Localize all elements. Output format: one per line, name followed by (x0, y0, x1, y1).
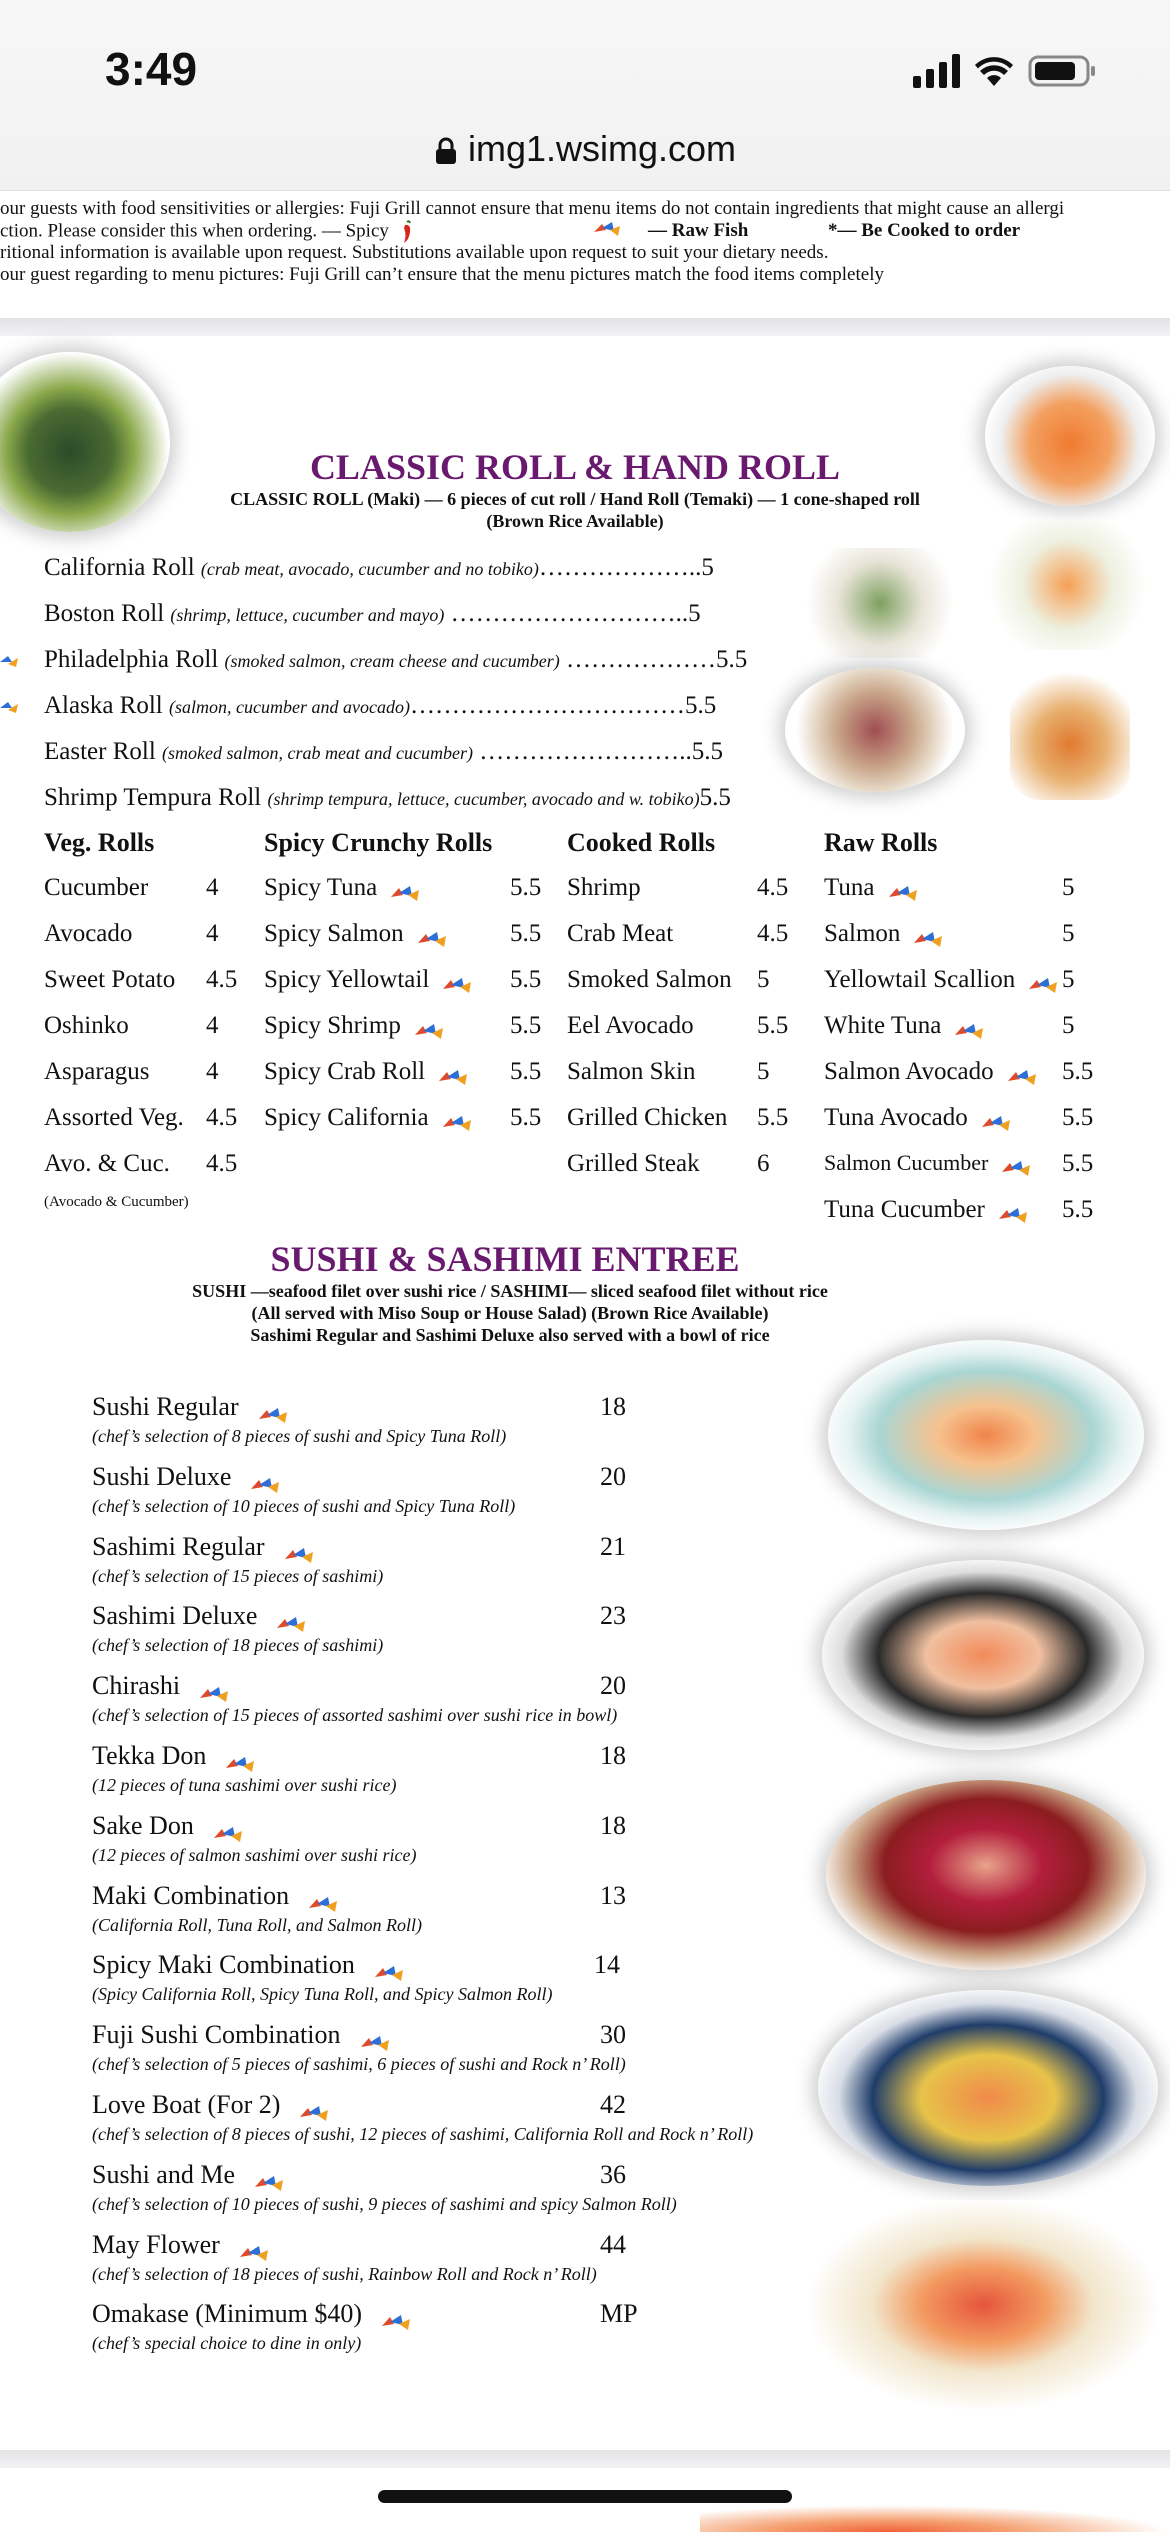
spicy-roll-price: 5.5 (510, 966, 542, 993)
roll-description: (shrimp, lettuce, cucumber and mayo) (170, 605, 445, 625)
roll-name-text: Grilled Steak (567, 1150, 700, 1177)
roll-price: 5.5 (699, 784, 731, 811)
entree-name (92, 1532, 315, 1562)
browser-header (0, 0, 1170, 191)
spicy-roll-price: 5.5 (510, 874, 542, 901)
roll-name-text: Shrimp (567, 874, 641, 901)
classic-roll-item (44, 600, 701, 628)
entree-name (92, 1741, 256, 1771)
roll-description: (smoked salmon, crab meat and cucumber) (162, 743, 473, 763)
entree-price: 21 (600, 1531, 626, 1561)
entree-price: 42 (600, 2090, 626, 2119)
raw-fish-icon (953, 1019, 985, 1035)
raw-fish-icon (253, 2169, 285, 2185)
entree-name-text: Sushi Regular (92, 1392, 239, 1421)
veg-roll-name (44, 1058, 150, 1086)
cooked-roll-name (567, 920, 673, 948)
entree-description: (12 pieces of salmon sashimi over sushi rice) (92, 1844, 417, 1865)
raw-roll-name (824, 1150, 1032, 1176)
roll-description: (shrimp tempura, lettuce, cucumber, avocado and w. tobiko) (267, 789, 700, 809)
entree-price: 13 (600, 1880, 626, 1910)
entree-name (92, 1601, 307, 1631)
roll-name-text: Sweet Potato (44, 966, 176, 993)
cooked-roll-name (567, 1012, 694, 1040)
raw-fish-icon (413, 1019, 445, 1035)
california-roll-photo (975, 520, 1160, 650)
raw-fish-icon (275, 1610, 307, 1626)
cooked-roll-name (567, 1058, 696, 1086)
roll-name-text: Grilled Chicken (567, 1104, 728, 1131)
entree-name (92, 2160, 285, 2190)
roll-name-text: White Tuna (824, 1012, 942, 1039)
raw-fish-icon (416, 927, 448, 943)
subtitle-line: (Brown Rice Available) (486, 511, 664, 531)
veg-roll-name (44, 920, 132, 948)
raw-fish-icon (212, 1820, 244, 1836)
spicy-roll-name (264, 966, 473, 994)
raw-roll-price: 5.5 (1062, 1150, 1094, 1177)
roll-description: (salmon, cucumber and avocado) (169, 697, 410, 717)
roll-name-text: Avo. & Cuc. (44, 1150, 170, 1177)
sushi-platter-photo (828, 1340, 1144, 1530)
battery-icon (1028, 54, 1098, 88)
entree-price: 36 (600, 2159, 626, 2189)
roll-price: 5.5 (691, 738, 723, 765)
cooked-roll-price: 5 (757, 966, 770, 993)
roll-name-text: Salmon Skin (567, 1058, 696, 1085)
classic-roll-item (44, 692, 716, 720)
roll-name-text: Spicy Crab Roll (264, 1058, 426, 1085)
roll-name-text: Tuna Cucumber (824, 1196, 985, 1223)
raw-roll-price: 5.5 (1062, 1196, 1094, 1223)
raw-roll-price: 5 (1062, 1012, 1075, 1039)
veg-roll-price: 4 (206, 1012, 219, 1039)
roll-name-text: Spicy Shrimp (264, 1012, 401, 1039)
cooked-roll-price: 4.5 (757, 920, 789, 947)
roll-name-text: Cucumber (44, 874, 149, 901)
entree-name-text: Omakase (Minimum $40) (92, 2299, 363, 2329)
spicy-roll-price: 5.5 (510, 920, 542, 947)
raw-roll-name (824, 966, 1059, 994)
spicy-roll-name (264, 920, 448, 948)
entree-name-text: May Flower (92, 2229, 220, 2259)
entree-description: (California Roll, Tuna Roll, and Salmon Roll) (92, 1914, 423, 1935)
raw-roll-name (824, 874, 919, 902)
entree-name-text: Love Boat (For 2) (92, 2090, 281, 2119)
raw-fish-marker-icon (0, 700, 20, 714)
entree-price: MP (600, 2299, 638, 2329)
cooked-roll-name (567, 874, 641, 902)
raw-fish-icon (249, 1471, 281, 1487)
roll-name-text: Avocado (44, 920, 133, 947)
tekka-don-photo (826, 1780, 1146, 1970)
home-indicator[interactable] (378, 2490, 792, 2503)
entree-price: 18 (600, 1810, 626, 1840)
entree-name-text: Sushi and Me (92, 2159, 235, 2189)
entree-name (92, 1671, 230, 1701)
leader-dots: ……………… (559, 646, 717, 673)
roll-name: Alaska Roll (44, 692, 163, 719)
raw-fish-icon (389, 881, 421, 897)
entree-price: 23 (600, 1601, 626, 1631)
entree-description: (12 pieces of tuna sashimi over sushi rice) (92, 1775, 397, 1795)
notice-cooked-text: *— Be Cooked to order (828, 220, 1021, 241)
classic-roll-subtitle (140, 488, 1010, 532)
entree-description: (chef’s selection of 8 pieces of sushi and Spicy Tuna Roll) (92, 1426, 507, 1446)
notice-line (0, 220, 1170, 242)
roll-name: Shrimp Tempura Roll (44, 784, 262, 811)
roll-name-text: Crab Meat (567, 920, 674, 947)
entree-description: (chef’s selection of 18 pieces of sushi, Rainbow Roll and Rock n’ Roll) (92, 2263, 597, 2284)
roll-description: (crab meat, avocado, cucumber and no tobiko) (200, 559, 539, 579)
entree-price: 14 (594, 1950, 620, 1980)
classic-roll-title: CLASSIC ROLL & HAND ROLL (309, 447, 841, 487)
raw-rolls-header: Raw Rolls (824, 828, 938, 857)
veg-roll-name (44, 1012, 129, 1040)
roll-name-text: Salmon Cucumber (824, 1150, 989, 1175)
shrimp-tempura-photo (1010, 660, 1130, 800)
raw-fish-icon (373, 1959, 405, 1975)
classic-roll-item (44, 738, 723, 766)
entree-price: 20 (600, 1671, 626, 1701)
roll-name: California Roll (44, 554, 195, 581)
raw-fish-icon (307, 1890, 339, 1906)
spicy-roll-name (264, 874, 421, 902)
lock-icon (434, 136, 458, 166)
veg-roll-price: 4 (206, 1058, 219, 1085)
subtitle-line: CLASSIC ROLL (Maki) — 6 pieces of cut roll / Hand Roll (Temaki) — 1 cone-shaped roll (230, 489, 920, 509)
spicy-roll-price: 5.5 (510, 1058, 542, 1085)
classic-roll-item (44, 554, 714, 582)
roll-name: Philadelphia Roll (44, 646, 219, 673)
entree-name-text: Maki Combination (92, 1880, 290, 1910)
veg-roll-price: 4 (206, 874, 219, 901)
raw-fish-icon (359, 2029, 391, 2045)
roll-name-text: Asparagus (44, 1058, 150, 1085)
raw-fish-icon (441, 973, 473, 989)
entree-name-text: Spicy Maki Combination (92, 1950, 355, 1980)
cooked-roll-price: 5 (757, 1058, 770, 1085)
veg-rolls-note: (Avocado & Cucumber) (44, 1194, 189, 1210)
cooked-roll-price: 4.5 (757, 874, 789, 901)
entree-name (92, 1392, 289, 1422)
entree-name-text: Fuji Sushi Combination (92, 2020, 341, 2050)
veg-roll-name (44, 1150, 170, 1178)
raw-roll-price: 5 (1062, 920, 1075, 947)
entree-price: 20 (600, 1461, 626, 1491)
raw-fish-icon (283, 1541, 315, 1557)
raw-roll-price: 5 (1062, 874, 1075, 901)
wifi-icon (974, 56, 1014, 88)
entree-description: (Spicy California Roll, Spicy Tuna Roll, and Spicy Salmon Roll) (92, 1984, 553, 2005)
entree-name (92, 1811, 244, 1841)
spicy-roll-name (264, 1012, 445, 1040)
love-boat-photo (818, 1990, 1158, 2186)
entree-name-text: Tekka Don (92, 1741, 207, 1770)
subtitle-line: (All served with Miso Soup or House Salad) (Brown Rice Available) (251, 1303, 769, 1323)
entree-description: (chef’s selection of 15 pieces of assorted sashimi over sushi rice in bowl) (92, 1705, 618, 1726)
raw-fish-icon (380, 2308, 412, 2324)
roll-name-text: Tuna (824, 874, 875, 901)
entree-name (92, 2230, 270, 2260)
raw-fish-marker-icon (0, 654, 20, 668)
entree-name (92, 2299, 412, 2329)
notice-spicy-text: ction. Please consider this when ordering. — Spicy (0, 220, 389, 242)
raw-fish-icon (257, 1401, 289, 1417)
roll-name-text: Eel Avocado (567, 1012, 694, 1039)
roll-name-text: Smoked Salmon (567, 966, 732, 993)
veg-roll-price: 4.5 (206, 1104, 238, 1131)
signal-icon (913, 52, 960, 88)
raw-fish-icon (592, 222, 622, 238)
roll-plate-photo (785, 668, 965, 792)
veg-roll-price: 4.5 (206, 1150, 238, 1177)
notice-line: our guests with food sensitivities or allergies: Fuji Grill cannot ensure that menu items do not contain ingredients that might cause an allergi (0, 198, 1065, 219)
raw-fish-icon (441, 1111, 473, 1127)
raw-fish-icon (887, 881, 919, 897)
entree-price: 18 (600, 1741, 626, 1770)
raw-roll-name (824, 1012, 985, 1040)
raw-fish-icon (980, 1111, 1012, 1127)
sashimi-deluxe-photo (822, 1560, 1144, 1750)
spicy-roll-price: 5.5 (510, 1012, 542, 1039)
address-bar[interactable] (0, 128, 1170, 170)
sushi-sashimi-title: SUSHI & SASHIMI ENTREE (270, 1239, 740, 1279)
entree-name-text: Sushi Deluxe (92, 1461, 232, 1491)
roll-name: Boston Roll (44, 600, 165, 627)
roll-name-text: Yellowtail Scallion (824, 966, 1016, 993)
spicy-roll-name (264, 1058, 469, 1086)
roll-name-text: Spicy California (264, 1104, 429, 1131)
raw-roll-name (824, 1196, 1029, 1224)
rainbow-roll-photo (985, 366, 1155, 506)
entree-description: (chef’s selection of 8 pieces of sushi, 12 pieces of sashimi, California Roll and Rock n’ Roll) (92, 2124, 754, 2144)
entree-name (92, 1881, 339, 1911)
roll-name: Easter Roll (44, 738, 156, 765)
spicy-roll-name (264, 1104, 473, 1132)
entree-price: 44 (600, 2229, 626, 2259)
raw-roll-price: 5.5 (1062, 1104, 1094, 1131)
veg-roll-name (44, 1104, 184, 1132)
raw-roll-price: 5 (1062, 966, 1075, 993)
roll-name-text: Tuna Avocado (824, 1104, 968, 1131)
veg-roll-price: 4.5 (206, 966, 238, 993)
raw-fish-icon (912, 927, 944, 943)
status-icons (913, 52, 1098, 88)
sushi-sashimi-subtitle (60, 1280, 960, 1346)
raw-fish-icon (997, 1203, 1029, 1219)
maki-roll-photo (790, 548, 970, 658)
cooked-rolls-header: Cooked Rolls (567, 828, 716, 857)
entree-name (92, 1950, 405, 1980)
raw-fish-icon (198, 1680, 230, 1696)
entree-name (92, 2090, 330, 2120)
roll-name-text: Assorted Veg. (44, 1104, 184, 1131)
cooked-roll-name (567, 1150, 700, 1178)
notice-line: our guest regarding to menu pictures: Fuji Grill can’t ensure that the menu pictures match the food items completely (0, 264, 884, 285)
roll-price: 5 (688, 600, 701, 627)
roll-price: 5.5 (716, 646, 748, 673)
raw-roll-name (824, 1104, 1012, 1132)
subtitle-line: Sashimi Regular and Sashimi Deluxe also served with a bowl of rice (250, 1325, 770, 1345)
classic-roll-item (44, 646, 747, 674)
leader-dots: ……………………….. (444, 600, 689, 627)
raw-roll-price: 5.5 (1062, 1058, 1094, 1085)
nigiri-assortment-photo (808, 2200, 1158, 2410)
subtitle-line: SUSHI —seafood filet over sushi rice / SASHIMI— sliced seafood filet without rice (192, 1281, 828, 1301)
cooked-roll-price: 5.5 (757, 1012, 789, 1039)
raw-roll-name (824, 920, 944, 948)
raw-fish-icon (1000, 1157, 1032, 1173)
classic-roll-item (44, 784, 731, 812)
cooked-roll-price: 6 (757, 1150, 770, 1177)
leader-dots: ……………….. (538, 554, 702, 581)
page-divider (0, 318, 1170, 336)
raw-fish-icon (437, 1065, 469, 1081)
spicy-roll-price: 5.5 (510, 1104, 542, 1131)
url-text: img1.wsimg.com (467, 128, 737, 169)
veg-roll-name (44, 966, 175, 994)
roll-name-text: Spicy Tuna (264, 874, 378, 901)
raw-fish-icon (298, 2099, 330, 2115)
roll-name-text: Spicy Yellowtail (264, 966, 430, 993)
roll-name-text: Salmon (824, 920, 901, 947)
veg-roll-name (44, 874, 148, 902)
cooked-roll-name (567, 966, 732, 994)
cooked-roll-price: 5.5 (757, 1104, 789, 1131)
veg-roll-price: 4 (206, 920, 219, 947)
notice-raw-text: — Raw Fish (648, 220, 749, 241)
cooked-roll-name (567, 1104, 727, 1132)
notice-line: ritional information is available upon request. Substitutions available upon request to suit your dietary needs. (0, 242, 829, 263)
next-page-preview (700, 2505, 1170, 2532)
entree-name-text: Chirashi (92, 1671, 181, 1701)
entree-description: (chef’s special choice to dine in only) (92, 2333, 362, 2354)
roll-name-text: Salmon Avocado (824, 1058, 994, 1085)
roll-price: 5 (701, 554, 714, 581)
veg-rolls-header: Veg. Rolls (44, 828, 155, 857)
roll-name-text: Oshinko (44, 1012, 129, 1039)
page-divider (0, 2450, 1170, 2468)
entree-description: (chef’s selection of 18 pieces of sashimi) (92, 1635, 384, 1656)
entree-name (92, 2020, 391, 2050)
raw-fish-icon (1006, 1065, 1038, 1081)
chili-icon (400, 220, 414, 244)
raw-fish-icon (238, 2239, 270, 2255)
entree-name-text: Sashimi Regular (92, 1531, 265, 1561)
entree-description: (chef’s selection of 5 pieces of sashimi, 6 pieces of sushi and Rock n’ Roll) (92, 2054, 626, 2075)
clock: 3:49 (105, 43, 198, 95)
allergy-notice (0, 198, 1170, 298)
roll-price: 5.5 (684, 692, 717, 719)
leader-dots: …………………….. (472, 738, 692, 765)
entree-name-text: Sashimi Deluxe (92, 1601, 258, 1631)
entree-name-text: Sake Don (92, 1810, 194, 1840)
raw-fish-icon (224, 1750, 256, 1766)
spicy-rolls-header: Spicy Crunchy Rolls (264, 828, 493, 857)
entree-description: (chef’s selection of 15 pieces of sashimi) (92, 1565, 384, 1586)
leader-dots: …………………………… (409, 692, 685, 719)
entree-description: (chef’s selection of 10 pieces of sushi and Spicy Tuna Roll) (92, 1495, 516, 1516)
raw-roll-name (824, 1058, 1038, 1086)
entree-name (92, 1462, 281, 1492)
entree-description: (chef’s selection of 10 pieces of sushi, 9 pieces of sashimi and spicy Salmon Roll) (92, 2193, 677, 2214)
roll-description: (smoked salmon, cream cheese and cucumber) (224, 651, 560, 671)
roll-name-text: Spicy Salmon (264, 920, 404, 947)
raw-fish-icon (1027, 973, 1059, 989)
entree-price: 18 (600, 1392, 626, 1421)
entree-price: 30 (600, 2020, 626, 2050)
